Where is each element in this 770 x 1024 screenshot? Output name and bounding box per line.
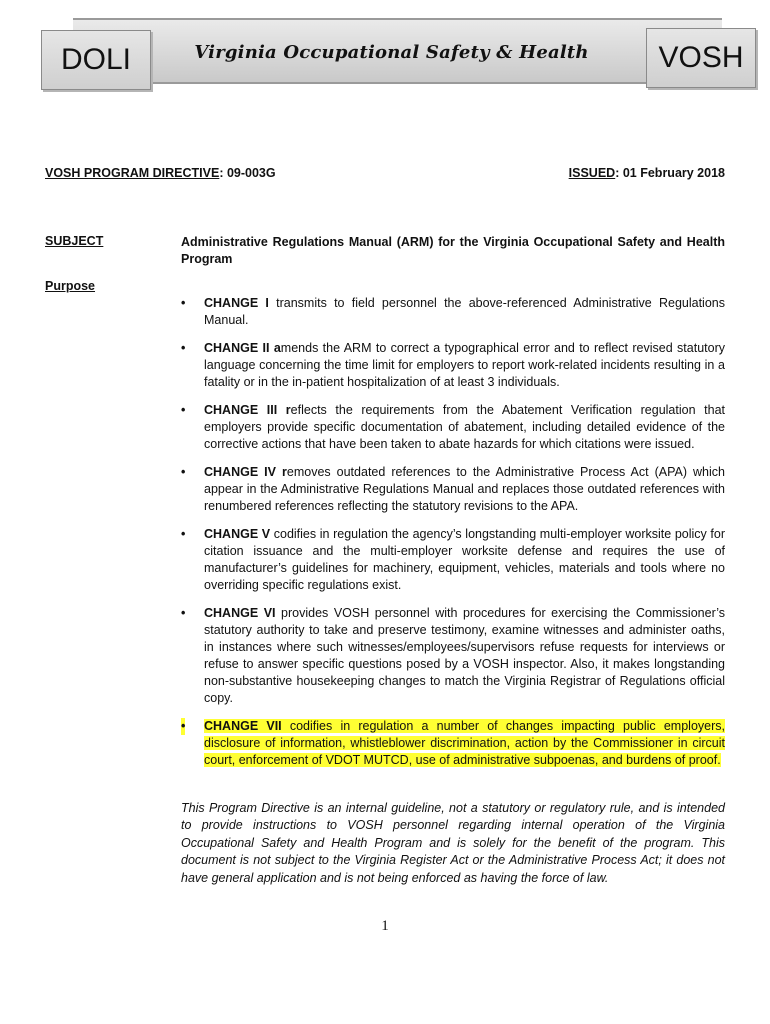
change-text: provides VOSH personnel with procedures for exercising the Commissioner’s statutory authority to take and preserve testimony, examine witnesses and administer oaths, in instances where such witnesses/employees/supervisors refuse requests for interviews or refuse to answer specific questions posed by a VOSH inspector. Also, it makes longstanding non-substantive housekeeping changes to match the Virginia Registrar of Regulations official copy. xyxy=(204,606,725,705)
bullet-icon: • xyxy=(181,465,186,479)
change-lead: CHANGE II a xyxy=(204,341,281,355)
list-item xyxy=(181,526,725,594)
change-text: eflects the requirements from the Abatement Verification regulation that employers provide specific documentation of abatement, including detailed evidence of the corrective actions that have been taken to abate hazards for which citations were issued. xyxy=(204,403,725,451)
bullet-icon: • xyxy=(181,606,186,620)
bullet-icon: • xyxy=(181,719,186,733)
directive-label: VOSH PROGRAM DIRECTIVE xyxy=(45,166,220,180)
bullet-icon: • xyxy=(181,527,186,541)
change-text: codifies in regulation a number of changes impacting public employers, disclosure of information, whistleblower discrimination, action by the Commissioner in circuit court, enforcement of VDOT MUTCD, use of administrative subpoenas, and burdens of proof. xyxy=(204,719,725,767)
issued-label: ISSUED xyxy=(568,166,616,180)
disclaimer-note: This Program Directive is an internal guideline, not a statutory or regulatory rule, and is intended to provide instructions to VOSH personnel regarding internal operation of the Virginia Occupational Safety and Health Program and is solely for the benefit of the program. This document is not subject to the Virginia Register Act or the Administrative Process Act; it does not have general application and is not being enforced as having the force of law. xyxy=(181,801,725,885)
doli-tab: DOLI xyxy=(41,30,151,90)
purpose-label: Purpose xyxy=(45,279,96,293)
change-text: codifies in regulation the agency’s longstanding multi-employer worksite policy for citation issuance and the multi-employer worksite defense and requires the use of manufacturer’s guidelines for machinery, equipment, vehicles, materials and tools where no overriding specific regulations exist. xyxy=(204,527,725,592)
list-item xyxy=(181,464,725,515)
change-lead: CHANGE III r xyxy=(204,403,291,417)
header-banner xyxy=(55,18,744,88)
change-lead: CHANGE IV r xyxy=(204,465,287,479)
issued-date xyxy=(569,166,725,180)
list-item xyxy=(181,605,725,707)
directive-line xyxy=(45,166,725,180)
change-text: emoves outdated references to the Administrative Process Act (APA) which appear in the Administrative Regulations Manual and replaces those outdated references with renumbered references reflecting the statutory revisions to the APA. xyxy=(204,465,725,513)
issued-value: : 01 February 2018 xyxy=(615,166,725,180)
page-number: 1 xyxy=(381,918,389,934)
list-item-highlighted xyxy=(181,718,725,769)
change-lead: CHANGE VII xyxy=(204,719,282,733)
bullet-icon: • xyxy=(181,403,186,417)
change-lead: CHANGE I xyxy=(204,296,269,310)
list-item xyxy=(181,402,725,453)
subject-text: Administrative Regulations Manual (ARM) for the Virginia Occupational Safety and Health Program xyxy=(181,235,725,266)
directive-number xyxy=(45,166,276,180)
subject-label: SUBJECT xyxy=(45,234,104,248)
banner-title: Virginia Occupational Safety & Health xyxy=(194,42,589,63)
list-item xyxy=(181,295,725,329)
change-text: transmits to field personnel the above-referenced Administrative Regulations Manual. xyxy=(204,296,725,327)
change-lead: CHANGE V xyxy=(204,527,271,541)
changes-list xyxy=(181,295,725,780)
list-item xyxy=(181,340,725,391)
vosh-tab: VOSH xyxy=(646,28,756,88)
change-text: mends the ARM to correct a typographical error and to reflect revised statutory language concerning the time limit for employers to report work-related incidents resulting in a fatality or in the in-patient hospitalization of at least 3 individuals. xyxy=(204,341,725,389)
bullet-icon: • xyxy=(181,341,186,355)
change-lead: CHANGE VI xyxy=(204,606,276,620)
bullet-icon: • xyxy=(181,296,186,310)
directive-number-value: : 09-003G xyxy=(219,166,276,180)
